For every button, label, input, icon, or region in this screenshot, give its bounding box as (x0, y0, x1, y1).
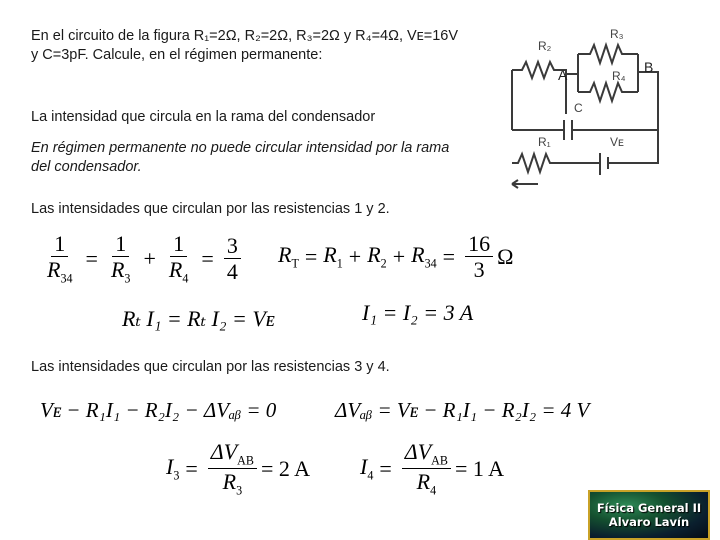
resistor-r1 (512, 154, 600, 172)
equation-parallel: $\frac{1}{R_{34}}$ = $\frac{1}{R_3}$ + $\frac{1}{R_4}$ = $\frac{3}{4}$ (40, 232, 245, 285)
problem-line-1: En el circuito de la figura R₁=2Ω, R₂=2Ω, R₃=2Ω y R₄=4Ω, Vᴇ=16V (31, 28, 459, 44)
problem-statement (31, 27, 511, 65)
logo-line-1: Física General II (596, 501, 702, 515)
course-logo (588, 490, 710, 540)
equation-total-resistance: $R_T$ = $R_1$ + $R_2$ + $R_{34}$ = $\frac{16}{3}$ Ω (278, 231, 514, 283)
equation-i3: $I_3$ = $\frac{\Delta V_{AB}}{R_3}$ = 2 A (166, 439, 311, 498)
label-r3: R₃ (610, 27, 624, 41)
logo-line-2: Alvaro Lavín (608, 515, 690, 529)
label-c: C (574, 101, 583, 115)
equation-delta-v: ΔVₐᵦ = Vᴇ − R₁I₁ − R₂I₂ = 4 V (335, 398, 590, 422)
label-node-b: B (644, 59, 654, 75)
section2-heading: Las intensidades que circulan por las resistencias 1 y 2. (31, 201, 390, 217)
circuit-diagram (498, 18, 668, 190)
resistor-r4 (578, 54, 638, 101)
circuit-schematic (498, 18, 668, 190)
section3-heading: Las intensidades que circulan por las resistencias 3 y 4. (31, 359, 390, 375)
equation-i4: $I_4$ = $\frac{\Delta V_{AB}}{R_4}$ = 1 A (360, 439, 505, 498)
resistor-r3 (578, 45, 638, 63)
equation-loop: Vᴇ − R₁I₁ − R₂I₂ − ΔVₐᵦ = 0 (40, 398, 277, 422)
equation-kirchhoff: Rₜ I₁ = Rₜ I₂ = Vᴇ (122, 306, 275, 331)
section1-heading: La intensidad que circula en la rama del condensador (31, 109, 376, 125)
resistor-r2 (512, 62, 578, 78)
battery-ve (600, 153, 608, 175)
label-ve: Vᴇ (610, 135, 624, 149)
section1-answer: En régimen permanente no puede circular intensidad por la rama del condensador. (31, 140, 450, 175)
equation-current-i1-i2: I₁ = I₂ = 3 A (362, 300, 474, 325)
label-r4: R₄ (612, 69, 626, 83)
problem-line-2: y C=3pF. Calcule, en el régimen permanente: (31, 47, 323, 63)
label-r2: R₂ (538, 39, 552, 53)
label-node-a: A (558, 67, 568, 83)
label-r1: R₁ (538, 135, 551, 149)
capacitor-c (564, 120, 572, 140)
